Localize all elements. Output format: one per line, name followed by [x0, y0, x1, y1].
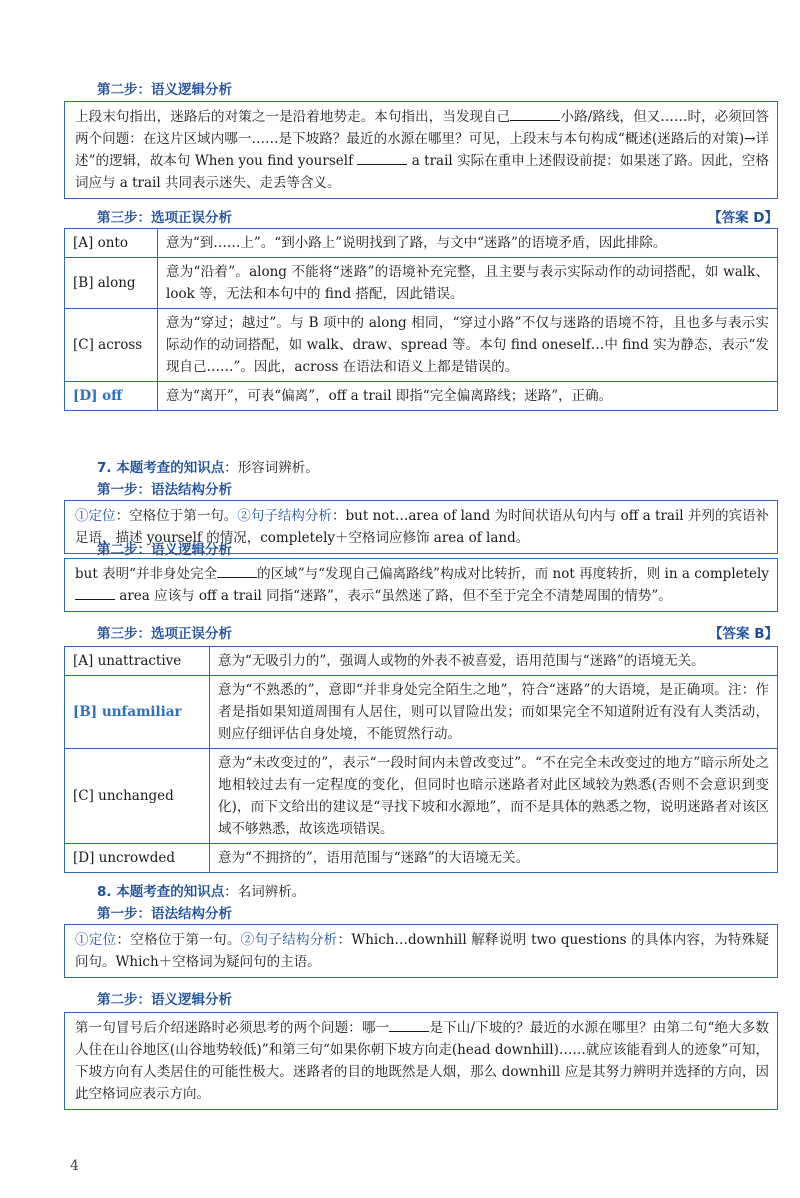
option-label-correct: [D] off: [65, 382, 158, 411]
option-explanation: 意为“离开”，可表“偏离”，off a trail 即指“完全偏离路线；迷路”，正确。: [158, 382, 778, 411]
q7-step1-highlight-2: ②句子结构分析: [237, 508, 332, 524]
q6-answer-badge: 【答案 D】: [708, 210, 778, 226]
table-row: [65, 258, 778, 309]
q8-step1-text-2: ：Which…downhill 解释说明 two questions 的具体内容，为特殊疑问句。Which＋空格词为疑问句的主语。: [75, 932, 770, 970]
table-row: [65, 382, 778, 411]
blank-line: [389, 1017, 429, 1032]
q8-knowledge-text: ：名词辨析。: [224, 884, 306, 900]
q6-step2-heading: 第二步：语义逻辑分析: [97, 82, 232, 98]
blank-line: [75, 585, 115, 600]
option-explanation: 意为“未改变过的”，表示“一段时间内未曾改变过”。“不在完全未改变过的地方”暗示所处之地相较过去有一定程度的变化，但同时也暗示迷路者对此区域较为熟悉(否则不会意识到变化)，而下文给出的建议是“寻找下坡和水源地”，而不是具体的熟悉之物，说明迷路者对该区域不够熟悉，故该选项错误。: [210, 749, 778, 844]
q7-step1-heading: 第一步：语法结构分析: [97, 482, 232, 498]
q7-knowledge-label: 7. 本题考查的知识点: [97, 460, 225, 476]
q7-step1-text-1: ：空格位于第一句。: [115, 508, 238, 524]
q8-knowledge-label: 8. 本题考查的知识点: [97, 884, 225, 900]
blank-line: [357, 150, 407, 165]
q7-step2-heading: 第二步：语义逻辑分析: [97, 542, 232, 558]
q8-step1-heading: 第一步：语法结构分析: [97, 906, 232, 922]
q8-step1-highlight-2: ②句子结构分析: [240, 932, 338, 948]
q7-knowledge-text: ：形容词辨析。: [224, 460, 319, 476]
table-row: [65, 647, 778, 676]
q6-step3-heading: 第三步：选项正误分析: [97, 210, 232, 226]
q6-step2-text-2: 小路/路线，但又……时，必须回答两个问题：在这片区域内哪一……是下坡路？最近的水源在哪里？可见，上段末与本句构成“概述(迷路后的对策)→详述”的逻辑，故本句 When you find yourself: [75, 109, 769, 169]
q7-step2-text-2: 的区域”与“发现自己偏离路线”构成对比转折，而 not 再度转折，则 in a completely: [257, 566, 769, 582]
q7-options-table: [64, 646, 778, 873]
option-label: [A] onto: [65, 229, 158, 258]
option-label: [C] unchanged: [65, 749, 210, 844]
option-explanation: 意为“穿过；越过”。与 B 项中的 along 相同，“穿过小路”不仅与迷路的语境不符，且也多与表示实际动作的动词搭配，如 walk、draw、spread 等。本句 find oneself…中 find 实为静态，表示“发现自己……”。因此，across 在语法和语义上都是错误的。: [158, 309, 778, 382]
q6-step2-box: [64, 101, 778, 199]
q8-step2-text-2: 是下山/下坡的？最近的水源在哪里？由第二句“绝大多数人住在山谷地区(山谷地势较低)”和第三句“如果你朝下坡方向走(head downhill)……就应该能看到人的迹象”可知，下坡方向有人类居住的可能性极大。迷路者的目的地既然是人烟，那么 downhill 应是其努力辨明并选择的方向，因此空格词应表示方向。: [75, 1020, 770, 1102]
table-row: [65, 309, 778, 382]
q7-answer-badge: 【答案 B】: [709, 626, 778, 642]
page-number: 4: [70, 1158, 79, 1174]
option-label-correct: [B] unfamiliar: [65, 676, 210, 749]
q7-step2-text-1: but 表明“并非身处完全: [75, 566, 218, 582]
option-explanation: 意为“沿着”。along 不能将“迷路”的语境补充完整，且主要与表示实际动作的动词搭配，如 walk、look 等，无法和本句中的 find 搭配，因此错误。: [158, 258, 778, 309]
q7-step3-heading: 第三步：选项正误分析: [97, 626, 232, 642]
q6-step2-text-3: a trail 实际在重申上述假设前提：如果迷了路。因此，空格词应与 a trail 共同表示迷失、走丢等含义。: [75, 153, 769, 191]
option-label: [B] along: [65, 258, 158, 309]
q8-step2-box: [64, 1012, 778, 1110]
q8-step1-box: [64, 924, 778, 978]
q7-knowledge-point: [97, 456, 319, 476]
option-explanation: 意为“不熟悉的”，意即“并非身处完全陌生之地”，符合“迷路”的大语境，是正确项。注：作者是指如果知道周围有人居住，则可以冒险出发；而如果完全不知道附近有没有人类活动，则应仔细评估自身处境，不能贸然行动。: [210, 676, 778, 749]
option-label: [D] uncrowded: [65, 844, 210, 873]
option-label: [A] unattractive: [65, 647, 210, 676]
table-row: [65, 676, 778, 749]
q6-options-table: [64, 228, 778, 411]
q8-step1-highlight-1: ①定位: [75, 932, 117, 948]
q8-step1-text-1: ：空格位于第一句。: [116, 932, 241, 948]
table-row: [65, 844, 778, 873]
table-row: [65, 749, 778, 844]
q6-step2-text-1: 上段末句指出，迷路后的对策之一是沿着地势走。本句指出，当发现自己: [75, 109, 511, 125]
option-label: [C] across: [65, 309, 158, 382]
q8-knowledge-point: [97, 880, 305, 900]
option-explanation: 意为“无吸引力的”，强调人或物的外表不被喜爱，语用范围与“迷路”的语境无关。: [210, 647, 778, 676]
option-explanation: 意为“不拥挤的”，语用范围与“迷路”的大语境无关。: [210, 844, 778, 873]
table-row: [65, 229, 778, 258]
blank-line: [217, 563, 257, 578]
q7-step2-box: [64, 558, 778, 612]
blank-line: [510, 106, 560, 121]
q8-step2-text-1: 第一句冒号后介绍迷路时必须思考的两个问题：哪一: [75, 1020, 390, 1036]
q7-step1-text-2: ：but not…area of land 为时间状语从句内与 off a trail 并列的宾语补足语，描述 yourself 的情况，completely＋空格词应修饰 area of land。: [75, 508, 770, 546]
option-explanation: 意为“到……上”。“到小路上”说明找到了路，与文中“迷路”的语境矛盾，因此排除。: [158, 229, 778, 258]
q7-step1-highlight-1: ①定位: [75, 508, 116, 524]
q7-step2-text-3: area 应该与 off a trail 同指“迷路”，表示“虽然迷了路，但不至于完全不清楚周围的情势”。: [119, 588, 672, 604]
q8-step2-heading: 第二步：语义逻辑分析: [97, 992, 232, 1008]
